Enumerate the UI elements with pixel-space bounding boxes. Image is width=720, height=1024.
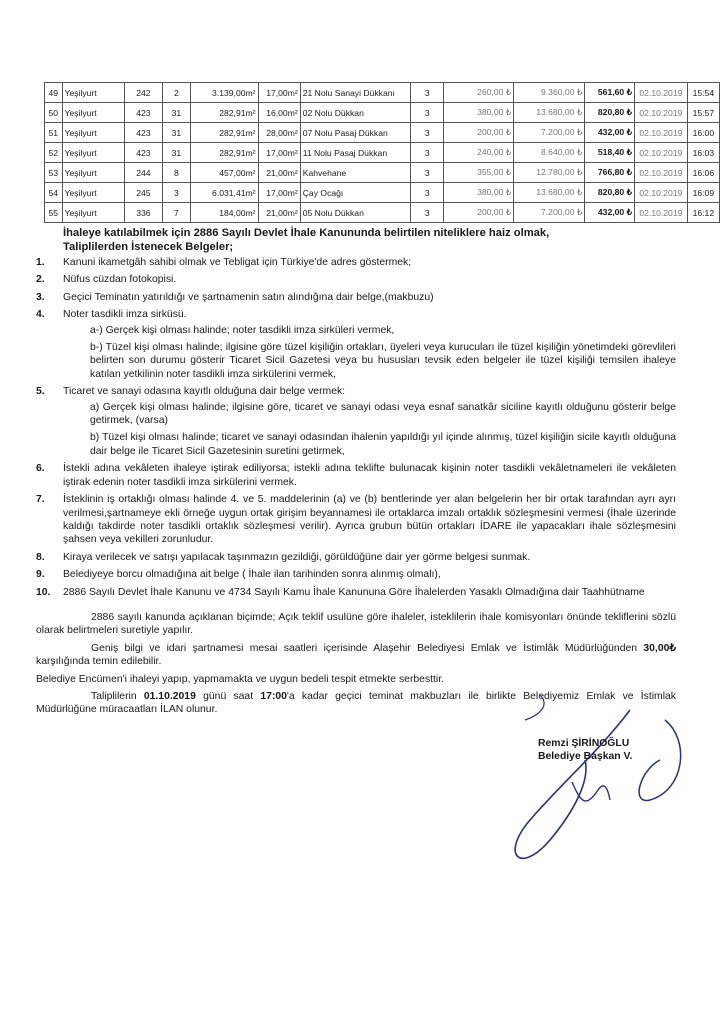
table-cell: Yeşilyurt xyxy=(62,143,124,163)
requirement-3: 3. Geçici Teminatın yatırıldığı ve şartnamenin satın alındığına dair belge,(makbuzu) xyxy=(36,291,434,303)
table-cell: 200,00 ₺ xyxy=(444,203,514,223)
table-cell: 54 xyxy=(45,183,63,203)
requirement-10: 10. 2886 Sayılı Devlet İhale Kanunu ve 4734 Sayılı Kamu İhale Kanununa Göre İhalelerden Yasaklı Olmadığına dair Taahhütname xyxy=(36,586,645,598)
table-cell: 9.360,00 ₺ xyxy=(514,83,585,103)
table-cell: 31 xyxy=(162,143,190,163)
paragraph-council-rights: Belediye Encümen'i ihaleyi yapıp, yapmamakta ve uygun bedeli tespit etmekte serbesttir. xyxy=(36,673,445,685)
table-cell: 820,80 ₺ xyxy=(585,103,635,123)
table-cell: 8 xyxy=(162,163,190,183)
table-cell: 05 Nolu Dükkan xyxy=(300,203,410,223)
table-cell: 380,00 ₺ xyxy=(444,183,514,203)
table-cell: 380,00 ₺ xyxy=(444,103,514,123)
table-cell: 16:06 xyxy=(687,163,719,183)
table-cell: 02.10.2019 xyxy=(635,103,688,123)
table-row xyxy=(45,143,720,163)
table-cell: 16:12 xyxy=(687,203,719,223)
table-cell: Kahvehane xyxy=(300,163,410,183)
requirement-1: 1. Kanuni ikametgâh sahibi olmak ve Tebligat için Türkiye'de adres göstermek; xyxy=(36,257,412,268)
requirement-5b: b) Tüzel kişi olması halinde; ticaret ve sanayi odasından ihalenin yapıldığı yıl içinde alınmış, tüzel kişiliğin sicile kayıtlı olduğuna dair belge ile Ticaret Sicil Gazetesinin suretini getirmek, xyxy=(90,432,676,457)
table-cell: 355,00 ₺ xyxy=(444,163,514,183)
table-cell: 282,91m² xyxy=(191,123,259,143)
table-cell: 50 xyxy=(45,103,63,123)
table-cell: 12.780,00 ₺ xyxy=(514,163,585,183)
table-cell: 240,00 ₺ xyxy=(444,143,514,163)
table-cell: 55 xyxy=(45,203,63,223)
table-cell: 242 xyxy=(124,83,162,103)
requirement-4: 4. Noter tasdikli imza sirküsü. a-) Gerçek kişi olması halinde; noter tasdikli imza sirküleri vermek, b-) Tüzel kişi olması halinde; ilgisine göre tüzel kişiliğin ortakları, üyeleri veya kurucuları ile tüzel kişiliğin yönetimdeki görevlileri belirten son durumu gösterir Ticaret Sicil Gazetesi veya bu hususları tevsik eden belgeler ile tüzel kişiliği temsilen ihaleye katılan yetkilinin noter tasdikli imza sirkülerini vermek, xyxy=(36,309,676,380)
requirement-7: 7. İsteklinin iş ortaklığı olması halinde 4. ve 5. maddelerinin (a) ve (b) bentlerinde yer alan belgelerin her bir ortak tarafından ayrı ayrı verilmesi,şartnameye ekli örneğe uygun ortak girişim beyannamesi ile ortaklarca imzalı ortaklık sözleşmesini vermesi (İhale üzerinde kaldığı takdirde noter tasdikli ortaklık sözleşmesi verilir). Ayrıca grubun bütün ortakları İDARE ile yapacakları ihale sözleşmesini şahsen veya vekilleri zorunludur. xyxy=(36,494,676,546)
table-cell: 184,00m² xyxy=(191,203,259,223)
table-row xyxy=(45,183,720,203)
table-cell: 02.10.2019 xyxy=(635,203,688,223)
table-cell: 244 xyxy=(124,163,162,183)
table-cell: 282,91m² xyxy=(191,103,259,123)
table-cell: 3 xyxy=(411,183,444,203)
table-cell: 200,00 ₺ xyxy=(444,123,514,143)
table-cell: 423 xyxy=(124,103,162,123)
table-cell: 17,00m² xyxy=(258,143,300,163)
table-cell: 2 xyxy=(162,83,190,103)
requirement-6: 6. İstekli adına vekâleten ihaleye iştirak ediliyorsa; istekli adına teklifte bulunacak kişinin noter tasdikli vekâletnameleri ile vekâleten iştirak edenin noter tasdikli imza sirkülerini vermek. xyxy=(36,463,676,488)
table-cell: 16,00m² xyxy=(258,103,300,123)
paragraph-tender-method: 2886 sayılı kanunda açıklanan biçimde; Açık teklif usulüne göre ihaleler, isteklilerin ihale komisyonları önünde tekliflerini sözlü olarak belirtmeleri suretiyle yapılır. xyxy=(36,611,676,637)
table-cell: 766,80 ₺ xyxy=(585,163,635,183)
table-cell: 52 xyxy=(45,143,63,163)
table-cell: 15:54 xyxy=(687,83,719,103)
table-row xyxy=(45,163,720,183)
table-cell: 423 xyxy=(124,123,162,143)
table-cell: 6.031,41m² xyxy=(191,183,259,203)
table-cell: 15:57 xyxy=(687,103,719,123)
table-cell: 02.10.2019 xyxy=(635,83,688,103)
table-cell: 17,00m² xyxy=(258,183,300,203)
table-cell: 02.10.2019 xyxy=(635,183,688,203)
table-cell: 260,00 ₺ xyxy=(444,83,514,103)
table-cell: 31 xyxy=(162,103,190,123)
table-cell: 3 xyxy=(411,143,444,163)
table-cell: 16:00 xyxy=(687,123,719,143)
table-cell: 3 xyxy=(162,183,190,203)
table-cell: 21 Nolu Sanayi Dükkanı xyxy=(300,83,410,103)
table-cell: 3 xyxy=(411,123,444,143)
table-cell: 820,80 ₺ xyxy=(585,183,635,203)
rental-listing-table xyxy=(44,82,720,223)
eligibility-heading xyxy=(63,226,663,254)
table-cell: 13.680,00 ₺ xyxy=(514,183,585,203)
table-cell: 17,00m² xyxy=(258,83,300,103)
table-cell: 02 Nolu Dükkan xyxy=(300,103,410,123)
table-cell: 16:09 xyxy=(687,183,719,203)
signature-block xyxy=(538,737,632,763)
signatory-title: Belediye Başkan V. xyxy=(538,751,633,762)
table-cell: 11 Nolu Pasaj Dükkan xyxy=(300,143,410,163)
table-cell: 423 xyxy=(124,143,162,163)
table-cell: 457,00m² xyxy=(191,163,259,183)
table-row xyxy=(45,123,720,143)
table-cell: 282,91m² xyxy=(191,143,259,163)
requirement-2: 2. Nüfus cüzdan fotokopisi. xyxy=(36,274,177,286)
table-cell: Yeşilyurt xyxy=(62,123,124,143)
table-cell: 336 xyxy=(124,203,162,223)
table-cell: 3 xyxy=(411,163,444,183)
table-cell: 28,00m² xyxy=(258,123,300,143)
requirement-5: 5. Ticaret ve sanayi odasına kayıtlı olduğuna dair belge vermek: a) Gerçek kişi olması halinde; ilgisine göre, ticaret ve sanayi odası veya esnaf sanatkâr siciline kayıtlı olduğunu gösterir belge getirmek, (varsa) b) Tüzel kişi olması halinde; ticaret ve sanayi odasından ihalenin yapıldığı yıl içinde alınmış, tüzel kişiliğin sicile kayıtlı olduğuna dair belge ile Ticaret Sicil Gazetesinin suretini getirmek, xyxy=(36,386,676,457)
table-cell: 51 xyxy=(45,123,63,143)
table-cell: 21,00m² xyxy=(258,163,300,183)
table-cell: 3 xyxy=(411,103,444,123)
table-row xyxy=(45,203,720,223)
requirement-9: 9. Belediyeye borcu olmadığına ait belge ( İhale ilan tarihinden sonra alınmış olmalı), xyxy=(36,569,441,581)
table-cell: 07 Nolu Pasaj Dükkan xyxy=(300,123,410,143)
requirement-4b: b-) Tüzel kişi olması halinde; ilgisine göre tüzel kişiliğin ortakları, üyeleri veya kurucuları ile tüzel kişiliğin yönetimdeki görevlileri belirten son durumu gösterir Ticaret Sicil Gazetesi veya bu hususları tevsik eden belgeler ile tüzel kişiliği temsilen ihaleye katılan yetkilinin noter tasdikli imza sirkülerini vermek, xyxy=(90,342,676,380)
table-cell: 31 xyxy=(162,123,190,143)
paragraph-specification: Geniş bilgi ve idari şartnamesi mesai saatleri içerisinde Alaşehir Belediyesi Emlak ve İstimlâk Müdürlüğünden 30,00₺ karşılığında temin edilebilir. xyxy=(36,642,676,668)
table-row xyxy=(45,83,720,103)
table-cell: Çay Ocağı xyxy=(300,183,410,203)
table-cell: Yeşilyurt xyxy=(62,83,124,103)
table-cell: 02.10.2019 xyxy=(635,163,688,183)
table-cell: Yeşilyurt xyxy=(62,103,124,123)
table-cell: 13.680,00 ₺ xyxy=(514,103,585,123)
table-cell: 16:03 xyxy=(687,143,719,163)
requirement-4a: a-) Gerçek kişi olması halinde; noter tasdikli imza sirküleri vermek, xyxy=(90,324,395,336)
table-cell: 49 xyxy=(45,83,63,103)
table-cell: Yeşilyurt xyxy=(62,163,124,183)
requirement-5a: a) Gerçek kişi olması halinde; ilgisine göre, ticaret ve sanayi odası veya esnaf sanatkâr siciline kayıtlı olduğunu gösterir belge getirmek, (varsa) xyxy=(90,401,676,427)
heading-line-1: İhaleye katılabilmek için 2886 Sayılı Devlet İhale Kanununda belirtilen niteliklere haiz olmak, xyxy=(63,227,550,239)
table-cell: 561,60 ₺ xyxy=(585,83,635,103)
paragraph-deadline: Taliplilerin 01.10.2019 günü saat 17:00'a kadar geçici teminat makbuzları ile birlikte Belediyemiz Emlak ve İstimlak Müdürlüğüne müracaatları İLAN olunur. xyxy=(36,690,676,716)
table-cell: 02.10.2019 xyxy=(635,143,688,163)
requirements-body xyxy=(36,256,676,721)
requirement-8: 8. Kiraya verilecek ve satışı yapılacak taşınmazın gezildiği, görüldüğüne dair yer görme belgesi sunmak. xyxy=(36,551,531,563)
table-cell: 53 xyxy=(45,163,63,183)
signatory-name: Remzi ŞİRİNOĞLU xyxy=(538,738,630,749)
table-cell: 3.139,00m² xyxy=(191,83,259,103)
table-row xyxy=(45,103,720,123)
table-cell: 02.10.2019 xyxy=(635,123,688,143)
table-cell: 7.200,00 ₺ xyxy=(514,123,585,143)
handwritten-signature xyxy=(480,690,700,880)
table-cell: 432,00 ₺ xyxy=(585,123,635,143)
table-cell: 3 xyxy=(411,83,444,103)
table-cell: 432,00 ₺ xyxy=(585,203,635,223)
table-cell: 7 xyxy=(162,203,190,223)
table-cell: 245 xyxy=(124,183,162,203)
table-cell: Yeşilyurt xyxy=(62,203,124,223)
table-cell: 21,00m² xyxy=(258,203,300,223)
table-cell: 3 xyxy=(411,203,444,223)
table-cell: 518,40 ₺ xyxy=(585,143,635,163)
table-cell: 7.200,00 ₺ xyxy=(514,203,585,223)
table-cell: 8.640,00 ₺ xyxy=(514,143,585,163)
heading-line-2: Taliplilerden İstenecek Belgeler; xyxy=(63,241,234,253)
table-cell: Yeşilyurt xyxy=(62,183,124,203)
